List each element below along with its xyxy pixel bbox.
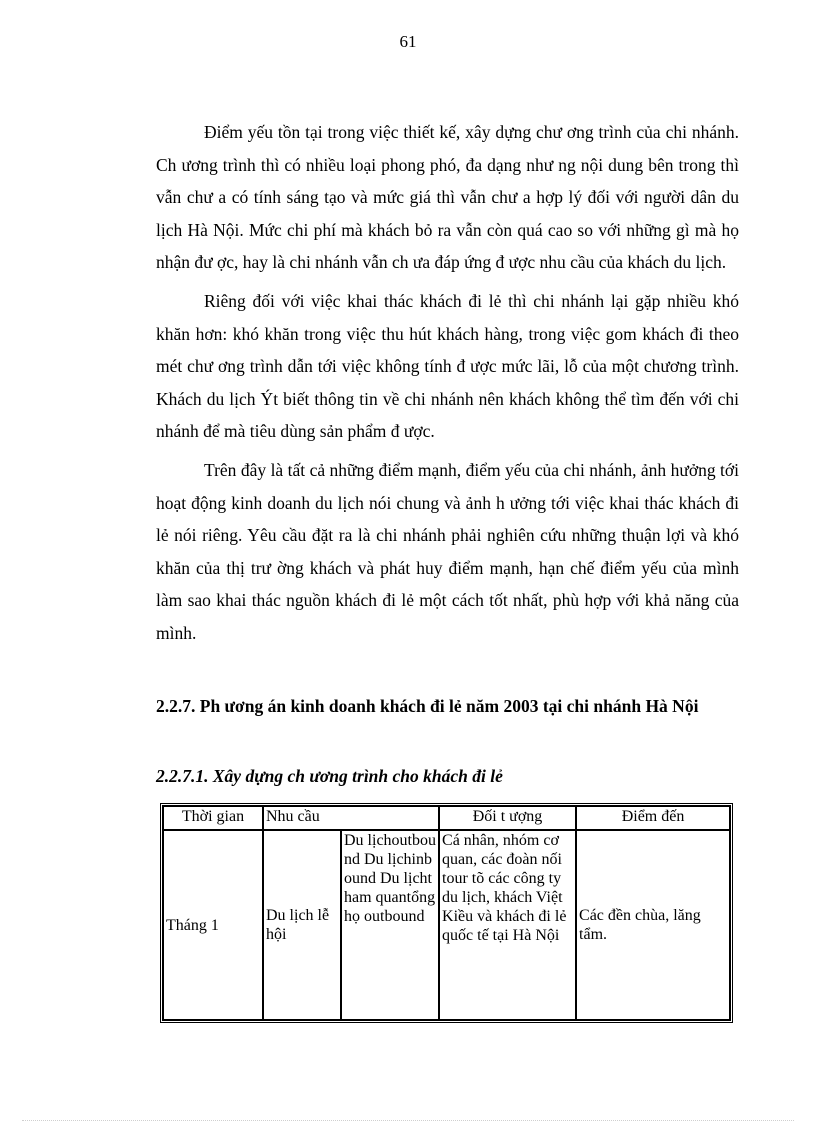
header-time: Thời gian [163,806,263,830]
header-need: Nhu cầu [263,806,439,830]
table-row [163,830,730,1020]
page-number: 61 [399,32,417,51]
paragraph-summary: Trên đây là tất cả những điểm mạnh, điểm yếu của chi nhánh, ảnh hưởng tới hoạt động kinh doanh du lịch nói chung và ảnh h ưởng tới việc khai thác khách đi lẻ nói riêng. Yêu cầu đặt ra là chi nhánh phải nghiên cứu những thuận lợi và khó khăn của thị trư ờng khách và phát huy điểm mạnh, hạn chế điểm yếu của mình làm sao khai thác nguồn khách đi lẻ một cách tốt nhất, phù hợp với khả năng của mình. [156,459,739,643]
table-header-row [163,806,730,830]
cell-time: Tháng 1 [163,830,263,1020]
paragraph-individual-customers: Riêng đối với việc khai thác khách đi lẻ thì chi nhánh lại gặp nhiều khó khăn hơn: khó khăn trong việc thu hút khách hàng, trong việc gom khách đi theo mét chư ơng trình dẫn tới việc không tính đ ược mức lãi, lỗ của một chương trình. Khách du lịch Ýt biết thông tin về chi nhánh nên khách không thể tìm đến với chi nhánh để mà tiêu dùng sản phẩm đ ược. [156,290,739,442]
cell-need-detail: Du lịchoutbound Du lịchinbound Du lịchtham quantổng họ outbound [341,830,439,1020]
body-text [156,116,739,656]
sub-heading: 2.2.7.1. Xây dựng ch ương trình cho khách đi lẻ [156,766,503,786]
header-target: Đối t ượng [439,806,576,830]
page-bottom-divider [22,1120,794,1121]
cell-target: Cá nhân, nhóm cơ quan, các đoàn nối tour tõ các công ty du lịch, khách Việt Kiều và khách đi lẻ quốc tế tại Hà Nội [439,830,576,1020]
tour-schedule-table [160,803,733,1023]
cell-need: Du lịch lễ hội [263,830,341,1020]
header-destination: Điểm đến [576,806,730,830]
section-heading: 2.2.7. Ph ương án kinh doanh khách đi lẻ năm 2003 tại chi nhánh Hà Nội [156,696,699,716]
cell-destination: Các đền chùa, lăng tẩm. [576,830,730,1020]
paragraph-weaknesses: Điểm yếu tồn tại trong việc thiết kế, xây dựng chư ơng trình của chi nhánh. Ch ương trình thì có nhiều loại phong phó, đa dạng như ng nội dung bên trong thì vẫn chư a có tính sáng tạo và mức giá thì vẫn chư a hợp lý đối với người dân du lịch Hà Nội. Mức chi phí mà khách bỏ ra vẫn còn quá cao so với những gì mà họ nhận đư ợc, hay là chi nhánh vẫn ch ưa đáp ứng đ ược nhu cầu của khách du lịch. [156,122,739,273]
